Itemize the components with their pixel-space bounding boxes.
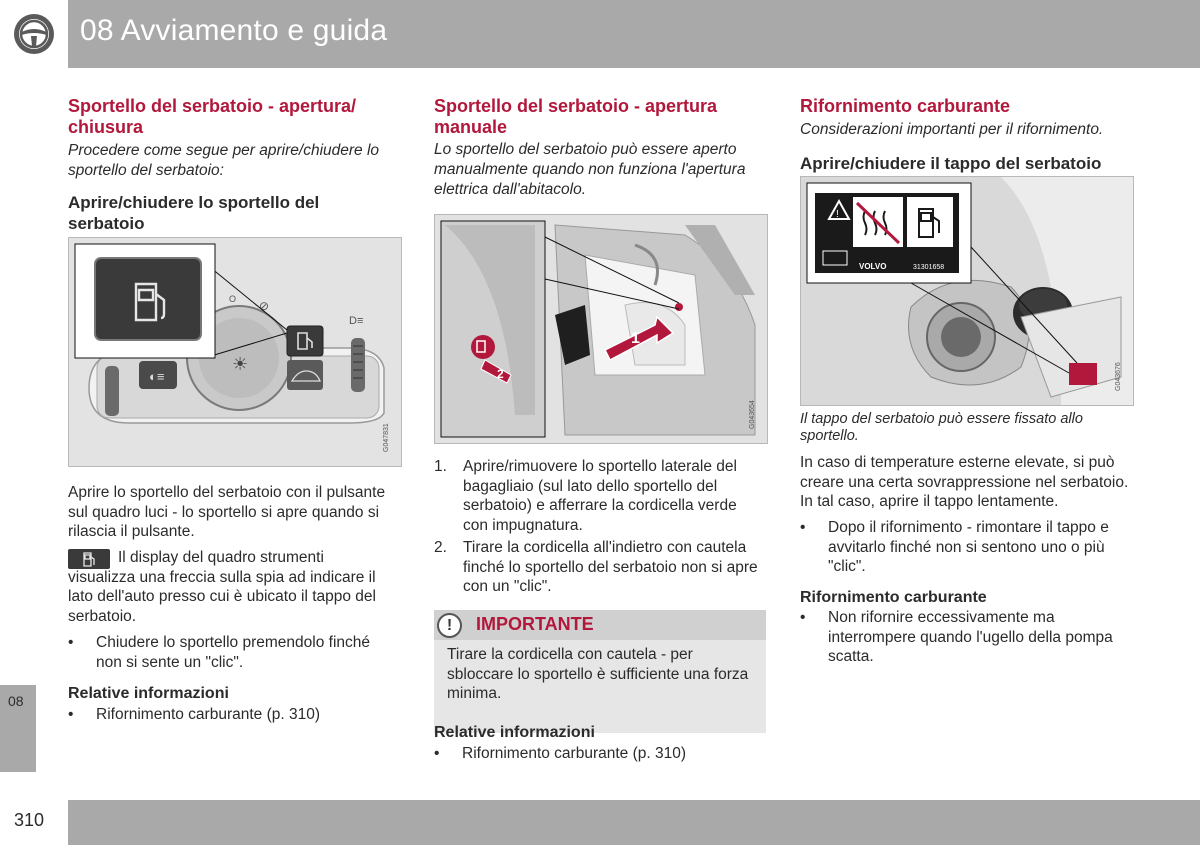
important-title: IMPORTANTE <box>476 614 594 634</box>
section-title: Rifornimento carburante <box>800 96 1011 116</box>
paragraph-indicator: Il display del quadro strumenti visualizza una freccia sulla spia ad indicare il lato dell'auto presso cui è ubicato il tappo del serbatoio. <box>68 549 376 625</box>
svg-text:O: O <box>229 294 237 304</box>
footer-bar <box>68 800 1200 845</box>
section-title: Sportello del serbatoio - apertura/ chiusura <box>68 96 357 137</box>
warning-icon: ! <box>437 613 462 638</box>
related-link[interactable] <box>434 744 764 764</box>
step-text: Tirare la cordicella all'indietro con cautela finché lo sportello del serbatoio non si apre con un "clic". <box>463 539 758 595</box>
bullet-item <box>68 633 398 673</box>
svg-text:2: 2 <box>497 367 504 381</box>
svg-text:⊘: ⊘ <box>259 299 270 313</box>
section-title: Sportello del serbatoio - apertura manuale <box>434 96 718 137</box>
label-code: 31301658 <box>913 264 945 271</box>
trunk-figure <box>434 214 768 444</box>
related-link-text[interactable]: Rifornimento carburante (p. 310) <box>462 745 687 762</box>
chapter-tab[interactable] <box>0 685 36 772</box>
page-number: 310 <box>14 810 45 830</box>
light-switch-figure <box>68 237 402 467</box>
bullet-item <box>800 518 1134 578</box>
svg-text:!: ! <box>836 209 839 220</box>
section-intro: Considerazioni importanti per il rifornimento. <box>800 121 1104 138</box>
section-intro: Lo sportello del serbatoio può essere aperto manualmente quando non funziona l'apertura elettrica dall'abitacolo. <box>434 141 746 198</box>
important-text: Tirare la cordicella con cautela - per sbloccare lo sportello è sufficiente una forza minima. <box>447 646 749 702</box>
svg-text:1: 1 <box>631 330 640 347</box>
figure-caption: Il tappo del serbatoio può essere fissato allo sportello. <box>800 411 1083 444</box>
step-number: 2. <box>434 539 447 556</box>
important-notice <box>434 610 766 733</box>
section-intro: Procedere come segue per aprire/chiudere lo sportello del serbatoio: <box>68 142 380 179</box>
chapter-title: 08 Avviamento e guida <box>80 14 388 47</box>
svg-text:☀: ☀ <box>232 354 249 374</box>
figure-code: G043676 <box>1115 362 1122 391</box>
step-item <box>434 538 766 598</box>
section-subtitle: Rifornimento carburante <box>800 589 987 606</box>
bullet-dot: • <box>68 706 74 723</box>
figure-code: G047831 <box>383 423 390 452</box>
section-subtitle: Aprire/chiudere lo sportello del serbatoio <box>68 193 320 233</box>
related-title: Relative informazioni <box>434 724 595 741</box>
bullet-text: Dopo il rifornimento - rimontare il tappo e avvitarlo finché non si sentono uno o più "clic". <box>828 519 1109 575</box>
svg-text:◐≡: ◐≡ <box>149 369 165 384</box>
bullet-item <box>800 608 1134 668</box>
related-link[interactable] <box>68 705 398 725</box>
bullet-text: Non rifornire eccessivamente ma interrompere quando l'ugello della pompa scatta. <box>828 609 1113 665</box>
related-title: Relative informazioni <box>68 685 229 702</box>
fuel-cap-figure <box>800 176 1134 406</box>
bullet-text: Chiudere lo sportello premendolo finché non si sente un "clic". <box>96 634 370 671</box>
step-item <box>434 457 766 535</box>
page-header <box>0 0 1200 68</box>
important-header <box>434 610 766 640</box>
section-subtitle: Aprire/chiudere il tappo del serbatoio <box>800 154 1102 173</box>
chapter-tab-label: 08 <box>8 693 24 709</box>
paragraph: In caso di temperature esterne elevate, si può creare una certa sovrappressione nel serbatoio. In tal caso, aprire il tappo lentamente. <box>800 454 1129 510</box>
logo-box <box>0 0 68 68</box>
bullet-dot: • <box>68 634 74 651</box>
bullet-dot: • <box>800 519 806 536</box>
related-link-text[interactable]: Rifornimento carburante (p. 310) <box>96 706 321 723</box>
figure-code: G043654 <box>749 400 756 429</box>
steering-wheel-icon <box>12 12 56 56</box>
label-brand: VOLVO <box>859 262 887 271</box>
step-text: Aprire/rimuovere lo sportello laterale del bagagliaio (sul lato dello sportello del serbatoio) e afferrare la cordicella verde con impugnatura. <box>463 458 737 534</box>
step-number: 1. <box>434 458 447 475</box>
bullet-dot: • <box>434 745 440 762</box>
bullet-dot: • <box>800 609 806 626</box>
paragraph: Aprire lo sportello del serbatoio con il pulsante sul quadro luci - lo sportello si apre quando si rilascia il pulsante. <box>68 484 386 540</box>
svg-text:D≡: D≡ <box>349 315 364 327</box>
